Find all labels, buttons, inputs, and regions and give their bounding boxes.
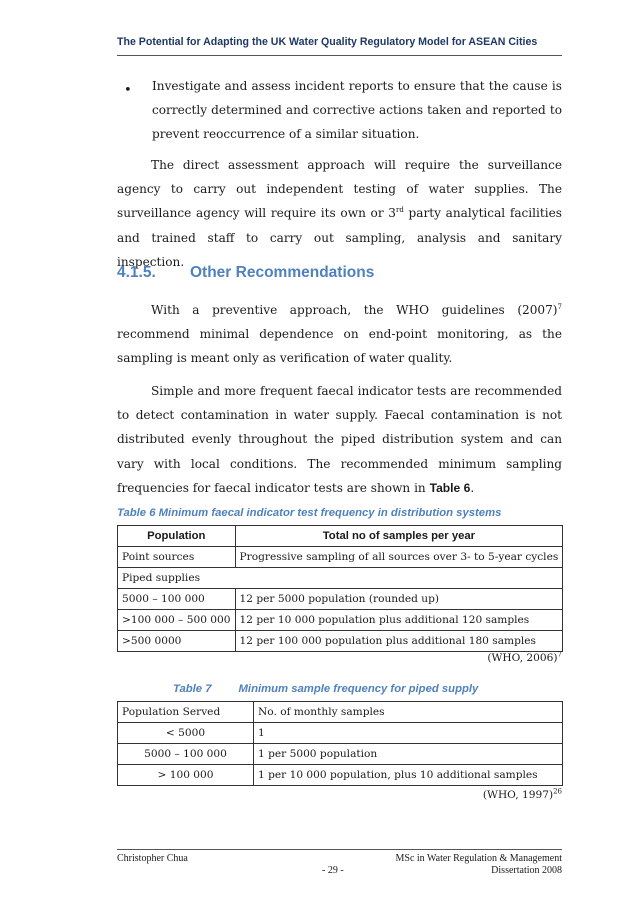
table-cell: > 100 000 [118,765,254,786]
header-divider [117,55,562,56]
table-cell: 1 per 5000 population [254,744,563,765]
column-header: Population [118,526,236,547]
source-text: (WHO, 1997) [482,789,554,801]
caption-label: Table 7 [173,683,212,695]
footer-course-line: MSc in Water Regulation & Management [395,853,562,864]
caption-title: Minimum sample frequency for piped supply [238,683,479,695]
footnote-ref: 7 [557,650,562,659]
table-row [118,610,563,631]
table-cell: 12 per 100 000 population plus additional 180 samples [235,631,563,652]
paragraph-faecal-tests [117,379,562,500]
paragraph-text: Simple and more frequent faecal indicator tests are recommended to detect contamination in water supply. Faecal contamination is not distributed evenly throughout the piped distribution system and can vary with local conditions. The recommended minimum sampling frequencies for faecal indicator tests are shown in [117,384,562,495]
table-row [118,765,563,786]
table-cell: 12 per 5000 population (rounded up) [235,589,563,610]
paragraph-text: The direct assessment approach will require the surveillance agency to carry out independent testing of water supplies. The surveillance agency will require its own or 3 [117,158,562,221]
table-header-row [118,702,563,723]
table7-source [483,789,562,801]
section-heading [117,264,374,282]
table-cell: 1 [254,723,563,744]
table-cell: Point sources [118,547,236,568]
table7-caption [173,683,478,695]
table-row [118,589,563,610]
paragraph-text: . [470,480,475,495]
table-cell: Progressive sampling of all sources over 3- to 5-year cycles [235,547,563,568]
footer-divider [117,849,562,850]
table-cell: Piped supplies [118,568,563,589]
table-cell: 5000 – 100 000 [118,589,236,610]
section-number: 4.1.5. [117,264,156,281]
paragraph-text: party analytical facilities and trained staff to carry out sampling, analysis and sanitary inspection. [117,206,562,269]
table-cell: >500 0000 [118,631,236,652]
footer-author: Christopher Chua [117,853,188,864]
table6-source [487,652,562,664]
table-cell: >100 000 – 500 000 [118,610,236,631]
paragraph-direct-assessment [117,153,562,274]
paragraph-text: recommend minimal dependence on end-point monitoring, as the sampling is meant only as verification of water quality. [117,327,562,366]
table-row [118,568,563,589]
footer-doc-line: Dissertation 2008 [491,865,562,876]
column-header: Population Served [118,702,254,723]
table-row [118,723,563,744]
table6-caption: Table 6 Minimum faecal indicator test frequency in distribution systems [117,507,502,519]
table-cell: 12 per 10 000 population plus additional 120 samples [235,610,563,631]
bullet-icon: • [124,83,132,98]
bullet-item: Investigate and assess incident reports to ensure that the cause is correctly determined and corrective actions taken and reported to prevent reoccurrence of a similar situation. [152,79,562,142]
footnote-ref: 26 [553,787,562,796]
footer-course [396,853,562,877]
table-row [118,744,563,765]
table6 [117,525,563,652]
page-number: - 29 - [322,865,344,876]
source-text: (WHO, 2006) [487,652,558,664]
table-cell: < 5000 [118,723,254,744]
table-header-row [118,526,563,547]
table-row [118,547,563,568]
section-title: Other Recommendations [190,264,375,281]
column-header: No. of monthly samples [254,702,563,723]
table-cell: 1 per 10 000 population, plus 10 additional samples [254,765,563,786]
paragraph-text: With a preventive approach, the WHO guidelines (2007) [151,303,558,317]
paragraph-preventive-approach [117,298,562,371]
superscript: rd [396,206,404,215]
running-header: The Potential for Adapting the UK Water Quality Regulatory Model for ASEAN Cities [117,36,538,48]
footnote-ref: 7 [557,302,562,311]
table-cell: 5000 – 100 000 [118,744,254,765]
table7 [117,701,563,786]
table-reference-link[interactable]: Table 6 [429,480,471,495]
table-row [118,631,563,652]
column-header: Total no of samples per year [235,526,563,547]
